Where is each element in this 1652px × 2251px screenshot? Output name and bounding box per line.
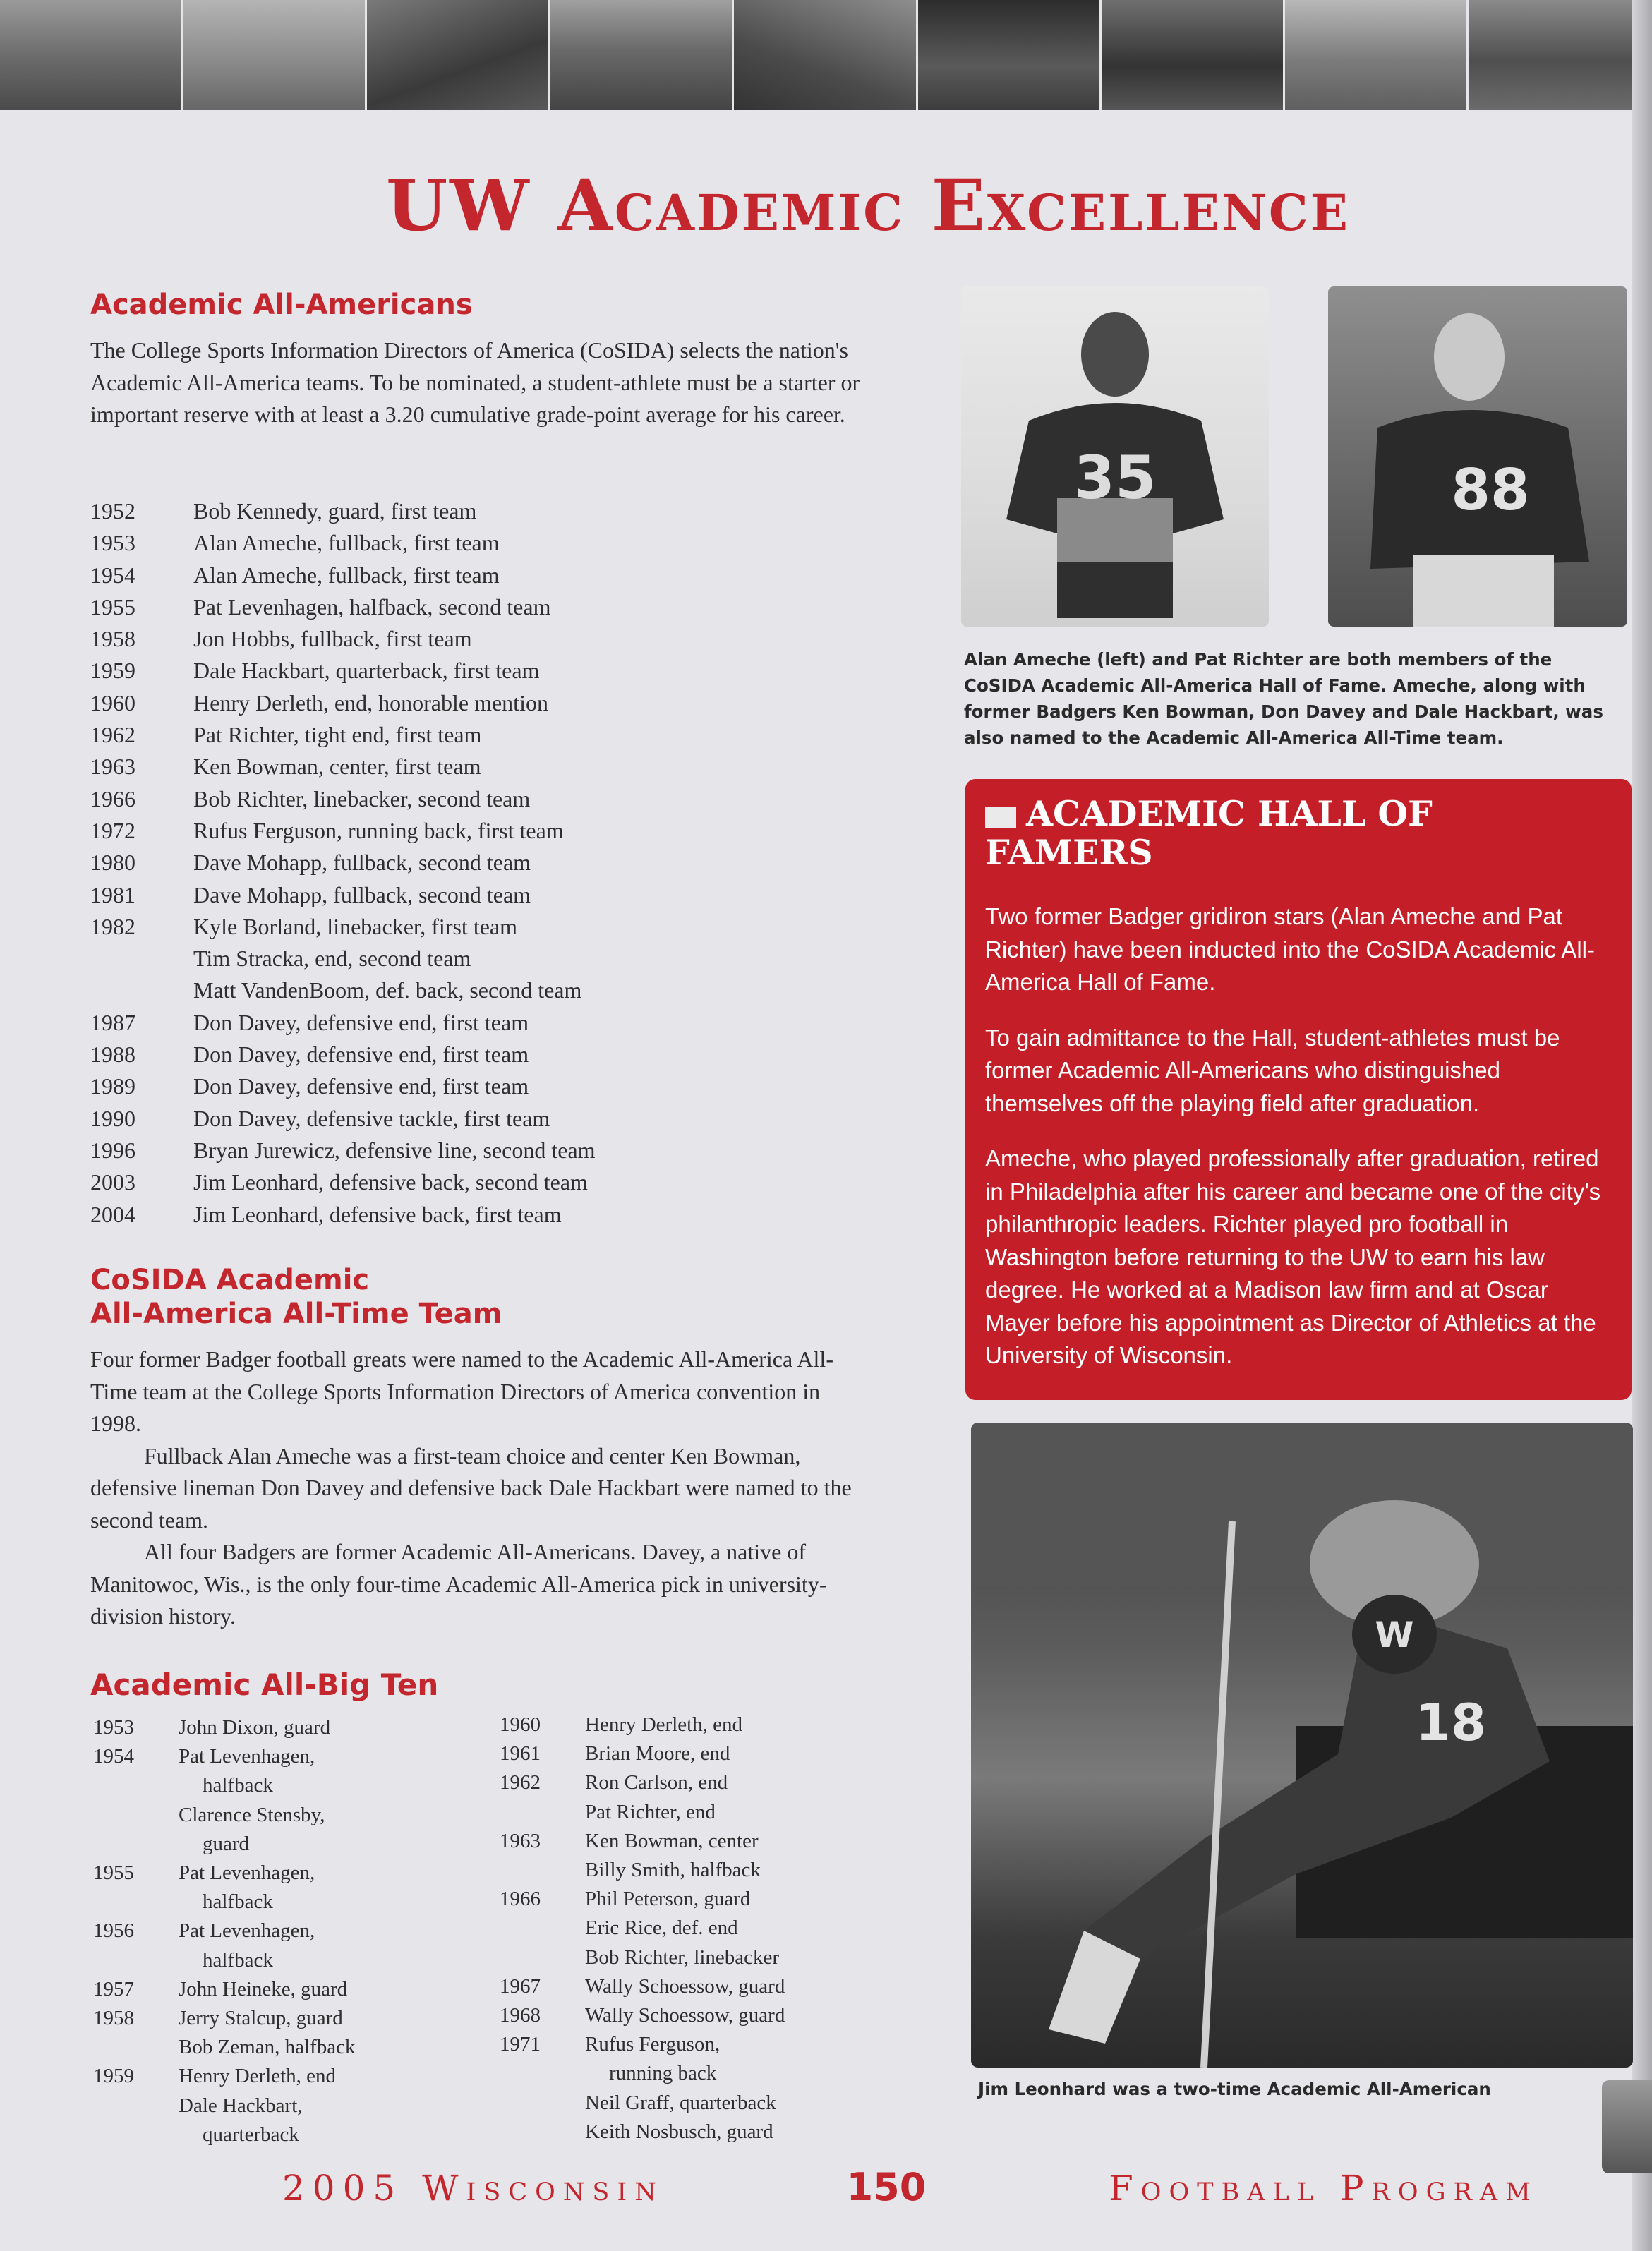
all-american-entry: Dave Mohapp, fullback, second team: [193, 881, 531, 907]
big-ten-row: [500, 2030, 895, 2147]
big-ten-year: 1961: [500, 1742, 541, 1766]
big-ten-honoree: Eric Rice, def. end: [585, 1917, 738, 1940]
header-stadium-photo: [734, 0, 917, 110]
all-american-row: [90, 495, 867, 527]
all-american-entry: Alan Ameche, fullback, first team: [193, 562, 500, 588]
all-american-row: [90, 847, 867, 879]
all-big-ten-column-1: [93, 1713, 488, 2149]
big-ten-honoree: Henry Derleth, end: [179, 2065, 337, 2088]
big-ten-honoree: Ken Bowman, center: [585, 1829, 759, 1852]
big-ten-year: 1962: [500, 1771, 541, 1794]
big-ten-honoree: Wally Schoessow, guard: [585, 2004, 785, 2027]
all-time-paragraph-2: Fullback Alan Ameche was a first-team choice and center Ken Bowman, defensive lineman Don Davey and defensive back Dale Hackbart were named to the second team.: [90, 1442, 852, 1533]
header-stadium-photo: [183, 0, 367, 110]
square-bullet-icon: [985, 807, 1016, 828]
header-stadium-photo: [550, 0, 734, 110]
richter-jersey-number: 88: [1451, 457, 1530, 523]
all-american-row: [90, 783, 867, 815]
all-american-row: [90, 623, 867, 655]
all-time-team-heading: [90, 1263, 502, 1331]
all-american-year: 2003: [90, 1169, 135, 1195]
page-footer: [282, 2165, 1538, 2214]
big-ten-year: 1963: [500, 1829, 541, 1852]
all-american-entry: Matt VandenBoom, def. back, second team: [193, 977, 582, 1003]
leonhard-photo: [971, 1423, 1633, 2068]
hall-of-fame-heading-text: ACADEMIC HALL OF FAMERS: [985, 793, 1433, 873]
big-ten-row: [93, 1975, 488, 2004]
big-ten-row: [500, 1827, 895, 1885]
big-ten-honoree: Clarence Stensby,: [179, 1803, 325, 1826]
all-time-heading-line1: CoSIDA Academic: [90, 1264, 370, 1296]
big-ten-honoree: Dale Hackbart,: [179, 2094, 303, 2117]
big-ten-honoree: Neil Graff, quarterback: [585, 2091, 776, 2114]
all-american-row: [90, 1007, 867, 1039]
big-ten-row: [500, 1768, 895, 1826]
big-ten-honoree: John Heineke, guard: [179, 1977, 348, 2000]
all-american-row: [90, 655, 867, 687]
hall-of-fame-paragraph-3: Ameche, who played professionally after graduation, retired in Philadelphia after his career and became one of the city's philanthropic leaders. Richter played pro football in Washington before returning to the UW to earn his law degree. He worked at a Madison law firm and at Oscar Mayer before his appointment as Director of Athletics at the University of Wisconsin.: [985, 1145, 1601, 1368]
big-ten-row: [500, 2001, 895, 2030]
big-ten-year: 1967: [500, 1974, 541, 1998]
all-american-entry: Ken Bowman, center, first team: [193, 754, 481, 780]
big-ten-honoree: Phil Peterson, guard: [585, 1888, 751, 1911]
all-american-year: 1966: [90, 785, 135, 811]
all-americans-heading: Academic All-Americans: [90, 289, 473, 321]
all-american-year: 1962: [90, 722, 135, 748]
all-american-row: [90, 1135, 867, 1166]
all-american-row: [90, 943, 867, 974]
big-ten-row: [500, 1710, 895, 1739]
big-ten-honoree: Brian Moore, end: [585, 1742, 730, 1766]
header-stadium-photo: [1469, 0, 1652, 110]
big-ten-honoree: John Dixon, guard: [179, 1716, 331, 1739]
big-ten-row: [93, 2004, 488, 2062]
all-american-entry: Bob Richter, linebacker, second team: [193, 785, 531, 811]
big-ten-year: 1954: [93, 1745, 134, 1768]
all-american-row: [90, 591, 867, 623]
big-ten-year: 1957: [93, 1977, 134, 2000]
page-spine-shadow: [1632, 0, 1652, 2251]
all-american-row: [90, 815, 867, 847]
ameche-richter-caption: Alan Ameche (left) and Pat Richter are both members of the CoSIDA Academic All-America Hall of Fame. Ameche, along with former Badgers Ken Bowman, Don Davey and Dale Hackbart, was also named to the Academic All-America All-Time team.: [964, 649, 1603, 748]
big-ten-honoree: Billy Smith, halfback: [585, 1859, 761, 1882]
hall-of-fame-paragraph-2: To gain admittance to the Hall, student-athletes must be former Academic All-Americans who distinguished themselves off the playing field after graduation.: [985, 1024, 1560, 1116]
all-american-row: [90, 1199, 867, 1231]
big-ten-year: 1968: [500, 2004, 541, 2027]
all-american-entry: Bryan Jurewicz, defensive line, second team: [193, 1137, 596, 1163]
big-ten-year: 1971: [500, 2033, 541, 2056]
big-ten-honoree: Jerry Stalcup, guard: [179, 2007, 343, 2030]
big-ten-honoree: guard: [203, 1832, 250, 1855]
all-american-year: 1972: [90, 817, 135, 843]
all-american-entry: Don Davey, defensive tackle, first team: [193, 1105, 550, 1131]
all-american-entry: Jon Hobbs, fullback, first team: [193, 626, 472, 652]
camp-randall-seal-icon: [1602, 2080, 1652, 2173]
all-american-row: [90, 974, 867, 1006]
big-ten-honoree: Wally Schoessow, guard: [585, 1974, 785, 1998]
header-stadium-photo: [367, 0, 550, 110]
all-american-year: 1990: [90, 1105, 135, 1131]
all-american-entry: Alan Ameche, fullback, first team: [193, 530, 500, 556]
big-ten-year: 1960: [500, 1713, 541, 1736]
leonhard-jersey-number: 18: [1415, 1693, 1487, 1752]
big-ten-row: [93, 1742, 488, 1859]
big-ten-year: 1953: [93, 1716, 134, 1739]
big-ten-honoree: halfback: [203, 1890, 273, 1914]
header-stadium-photo: [918, 0, 1102, 110]
big-ten-honoree: Pat Levenhagen,: [179, 1745, 315, 1768]
big-ten-honoree: quarterback: [203, 2123, 299, 2146]
hall-of-fame-paragraph-1: Two former Badger gridiron stars (Alan Ameche and Pat Richter) have been inducted into the CoSIDA Academic All-America Hall of Fame.: [985, 903, 1595, 995]
big-ten-honoree: Keith Nosbusch, guard: [585, 2120, 773, 2143]
all-american-entry: Dave Mohapp, fullback, second team: [193, 850, 531, 876]
all-american-year: 1960: [90, 689, 135, 716]
big-ten-row: [93, 1713, 488, 1742]
all-american-row: [90, 911, 867, 943]
big-ten-honoree: Pat Levenhagen,: [179, 1861, 315, 1885]
big-ten-honoree: Pat Levenhagen,: [179, 1919, 315, 1943]
all-american-row: [90, 1166, 867, 1198]
all-american-row: [90, 751, 867, 783]
all-american-year: 1958: [90, 626, 135, 652]
all-american-year: [90, 974, 193, 1006]
hall-of-fame-box: [965, 779, 1632, 1400]
big-ten-honoree: halfback: [203, 1948, 273, 1972]
big-ten-year: 1959: [93, 2065, 134, 2088]
all-american-year: 2004: [90, 1201, 135, 1227]
all-american-year: 1996: [90, 1137, 135, 1163]
big-ten-honoree: Bob Zeman, halfback: [179, 2036, 356, 2059]
big-ten-year: 1958: [93, 2007, 134, 2030]
big-ten-honoree: Rufus Ferguson,: [585, 2033, 721, 2056]
ameche-photo: [961, 286, 1269, 627]
all-time-heading-line2: All-America All-Time Team: [90, 1298, 502, 1330]
all-american-row: [90, 527, 867, 559]
all-american-year: 1955: [90, 593, 135, 620]
all-american-row: [90, 879, 867, 911]
all-american-entry: Jim Leonhard, defensive back, second team: [193, 1169, 588, 1195]
big-ten-honoree: Ron Carlson, end: [585, 1771, 728, 1794]
all-american-year: 1953: [90, 530, 135, 556]
richter-player-figure: [1328, 286, 1627, 627]
big-ten-row: [500, 1972, 895, 2001]
hall-of-fame-heading: [985, 795, 1610, 872]
all-american-entry: Don Davey, defensive end, first team: [193, 1009, 529, 1035]
all-american-row: [90, 719, 867, 751]
all-american-year: 1982: [90, 913, 135, 939]
all-time-paragraph-1: Four former Badger football greats were named to the Academic All-America All-Time team at the College Sports Information Directors of America convention in 1998.: [90, 1346, 833, 1436]
all-american-year: [90, 943, 193, 974]
all-american-entry: Tim Stracka, end, second team: [193, 946, 471, 972]
big-ten-year: 1966: [500, 1888, 541, 1911]
big-ten-year: 1956: [93, 1919, 134, 1943]
all-american-year: 1981: [90, 881, 135, 907]
richter-photo: [1328, 286, 1627, 627]
big-ten-honoree: running back: [609, 2062, 717, 2085]
footer-program: Football Program: [1109, 2168, 1538, 2209]
ameche-player-figure: [961, 286, 1269, 627]
big-ten-row: [93, 1859, 488, 1917]
all-american-year: 1987: [90, 1009, 135, 1035]
big-ten-year: 1955: [93, 1861, 134, 1885]
all-americans-intro: The College Sports Information Directors of America (CoSIDA) selects the nation's Academic All-America teams. To be nominated, a student-athlete must be a starter or important reserve with at least a 3.20 cumulative grade-point average for his career.: [90, 337, 860, 427]
big-ten-honoree: Henry Derleth, end: [585, 1713, 743, 1736]
all-american-row: [90, 687, 867, 719]
all-american-entry: Pat Richter, tight end, first team: [193, 722, 482, 748]
all-american-row: [90, 1103, 867, 1135]
all-american-entry: Don Davey, defensive end, first team: [193, 1073, 529, 1099]
all-big-ten-column-2: [500, 1710, 895, 2147]
all-american-year: 1959: [90, 658, 135, 684]
all-american-entry: Pat Levenhagen, halfback, second team: [193, 593, 551, 620]
header-photo-strip: [0, 0, 1652, 110]
all-american-entry: Henry Derleth, end, honorable mention: [193, 689, 548, 716]
header-stadium-photo: [1285, 0, 1469, 110]
all-american-entry: Bob Kennedy, guard, first team: [193, 498, 477, 524]
all-american-row: [90, 560, 867, 591]
all-american-year: 1954: [90, 562, 135, 588]
big-ten-honoree: Pat Richter, end: [585, 1800, 716, 1823]
leonhard-dive-figure: [971, 1423, 1633, 2068]
big-ten-row: [93, 2062, 488, 2149]
big-ten-honoree: Bob Richter, linebacker: [585, 1945, 780, 1969]
big-ten-row: [500, 1739, 895, 1768]
big-ten-row: [500, 1885, 895, 1972]
all-time-team-text: [90, 1344, 860, 1633]
big-ten-row: [93, 1917, 488, 1974]
all-american-entry: Kyle Borland, linebacker, first team: [193, 913, 517, 939]
all-american-entry: Rufus Ferguson, running back, first team: [193, 817, 564, 843]
page-number: 150: [846, 2165, 927, 2209]
all-american-row: [90, 1039, 867, 1070]
all-american-year: 1989: [90, 1073, 135, 1099]
all-american-year: 1952: [90, 498, 135, 524]
footer-year-school: 2005 Wisconsin: [282, 2168, 664, 2209]
header-stadium-photo: [1102, 0, 1285, 110]
header-stadium-photo: [0, 0, 183, 110]
all-american-entry: Dale Hackbart, quarterback, first team: [193, 658, 540, 684]
helmet-w-logo: W: [1375, 1615, 1414, 1655]
big-ten-honoree: halfback: [203, 1774, 273, 1797]
all-american-row: [90, 1070, 867, 1102]
all-american-year: 1980: [90, 850, 135, 876]
all-american-year: 1963: [90, 754, 135, 780]
ameche-jersey-number: 35: [1073, 443, 1157, 512]
all-time-paragraph-3: All four Badgers are former Academic All-Americans. Davey, a native of Manitowoc, Wis., is the only four-time Academic All-America pick in university-division history.: [90, 1539, 827, 1629]
all-big-ten-heading: Academic All-Big Ten: [90, 1667, 439, 1702]
page-title: UW Academic Excellence: [386, 164, 1350, 247]
all-american-entry: Don Davey, defensive end, first team: [193, 1042, 529, 1068]
all-american-year: 1988: [90, 1042, 135, 1068]
all-american-entry: Jim Leonhard, defensive back, first team: [193, 1201, 562, 1227]
leonhard-caption: Jim Leonhard was a two-time Academic All-American: [978, 2079, 1491, 2099]
all-americans-list: [90, 495, 867, 1231]
